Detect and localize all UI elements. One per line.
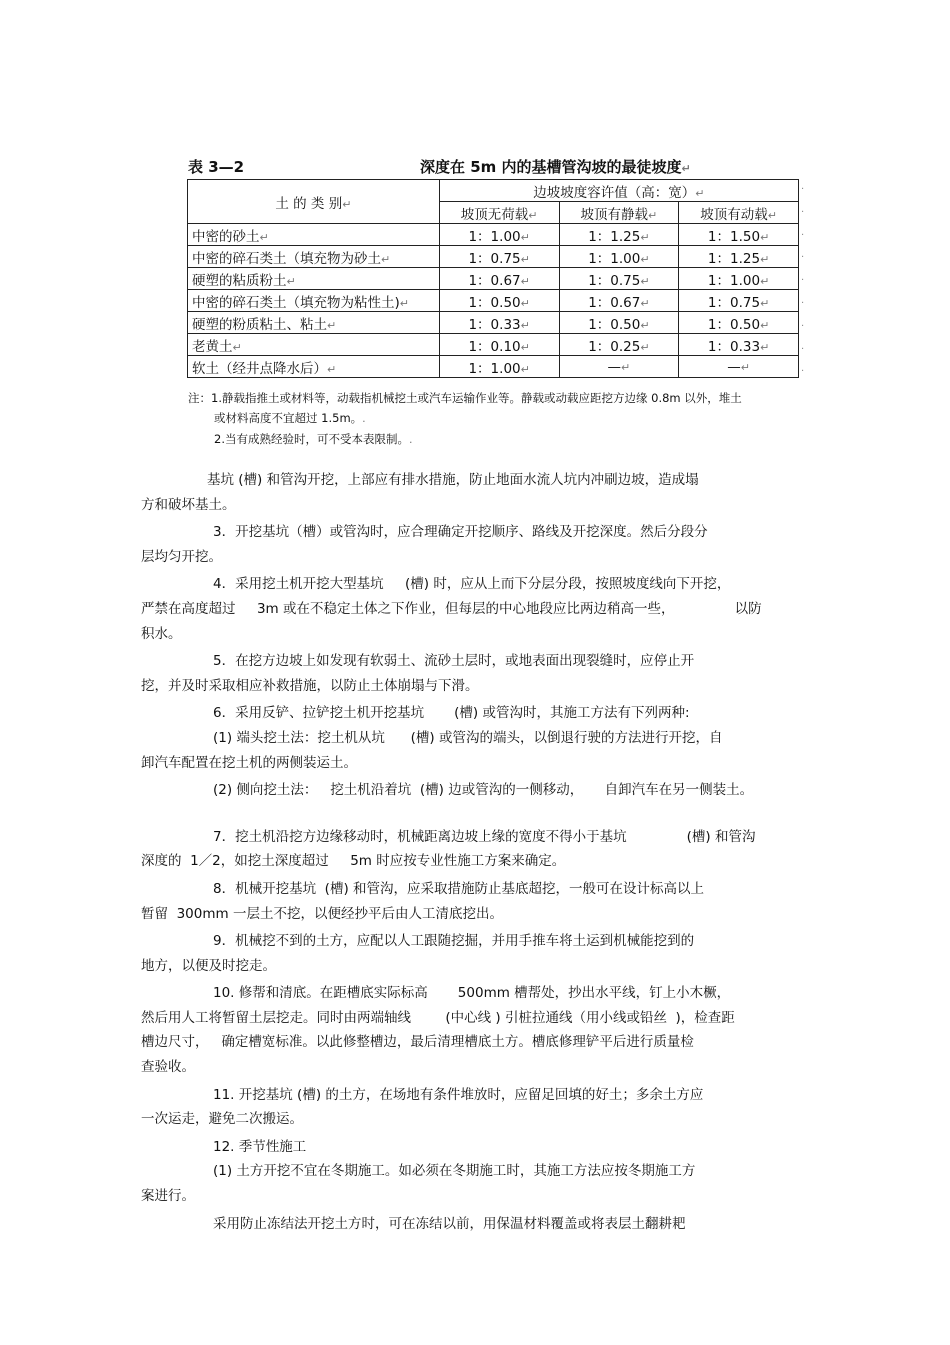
table-row [188, 224, 799, 246]
text-line: 采用防止冻结法开挖土方时，可在冻结以前，用保温材料覆盖或将表层土翻耕耙 [213, 1215, 686, 1232]
slope-value-cell: 1：0.67↵ [439, 268, 559, 290]
header-soil-type: 土 的 类 别↵ [188, 180, 440, 224]
slope-value-cell: 1：0.75↵ [439, 246, 559, 268]
text-line: 槽边尺寸， 确定槽宽标准。以此修整槽边，最后清理槽底土方。槽底修理铲平后进行质量检 [141, 1034, 694, 1051]
edge-mark: . [801, 340, 805, 352]
table-row [188, 290, 799, 312]
text-line: 暂留 300mm 一层土不挖，以便经抄平后由人工清底挖出。 [141, 905, 503, 922]
text-line: 卸汽车配置在挖土机的两侧装运土。 [141, 754, 357, 771]
paragraph [141, 468, 811, 517]
slope-value-cell: 1：1.00↵ [679, 268, 799, 290]
text-line: 层均匀开挖。 [141, 548, 222, 565]
table-number: 表 3—2 [188, 158, 245, 176]
text-line: 地方，以便及时挖走。 [141, 957, 276, 974]
note-line: 2.当有成熟经验时，可不受本表限制。. [214, 432, 413, 446]
slope-value-cell: —↵ [679, 356, 799, 378]
table-row [188, 356, 799, 378]
text-line: (2) 侧向挖土法： 挖土机沿着坑 (槽) 边或管沟的一侧移动， 自卸汽车在另一侧装土。 [213, 782, 754, 799]
text-line: 3．开挖基坑（槽）或管沟时，应合理确定开挖顺序、路线及开挖深度。然后分段分 [213, 524, 708, 541]
text-line: 方和破坏基土。 [141, 496, 236, 513]
edge-mark: . [801, 317, 805, 329]
edge-mark: . [801, 203, 805, 215]
slope-value-cell: 1：1.25↵ [559, 224, 679, 246]
note-line: 注：1.静载指推土或材料等，动载指机械挖土或汽车运输作业等。静载或动载应距挖方边缘 0.8m 以外，堆土 [188, 391, 742, 405]
body-text [141, 468, 811, 1239]
text-line: 8．机械开挖基坑 (槽) 和管沟，应采取措施防止基底超挖，一般可在设计标高以上 [213, 880, 704, 897]
paragraph [141, 701, 811, 775]
text-line: (1) 土方开挖不宜在冬期施工。如必须在冬期施工时，其施工方法应按冬期施工方 [213, 1163, 696, 1180]
table-edge-marks [801, 181, 813, 386]
text-line: 积水。 [141, 625, 182, 642]
text-line: 基坑 (槽) 和管沟开挖，上部应有排水措施，防止地面水流人坑内冲刷边坡，造成塌 [207, 472, 699, 488]
slope-value-cell: 1：0.50↵ [679, 312, 799, 334]
text-line: 深度的 1／2，如挖土深度超过 5m 时应按专业性施工方案来确定。 [141, 853, 566, 870]
slope-value-cell: 1：1.00↵ [439, 224, 559, 246]
table-title: 深度在 5m 内的基槽管沟坡的最徒坡度↵ [420, 158, 691, 176]
table-row [188, 268, 799, 290]
soil-name-cell: 软土（经井点降水后）↵ [188, 356, 440, 378]
table-row [188, 312, 799, 334]
text-line: (1) 端头挖土法：挖土机从坑 (槽) 或管沟的端头，以倒退行驶的方法进行开挖，自 [213, 729, 723, 746]
soil-name-cell: 中密的碎石类土（填充物为砂土↵ [188, 246, 440, 268]
text-line: 一次运走，避免二次搬运。 [141, 1111, 303, 1128]
text-line: 挖，并及时采取相应补救措施，以防止土体崩塌与下滑。 [141, 677, 479, 694]
edge-mark: . [801, 363, 805, 375]
slope-table [187, 179, 799, 378]
paragraph [141, 1212, 811, 1237]
slope-value-cell: 1：0.10↵ [439, 334, 559, 356]
slope-value-cell: 1：0.33↵ [679, 334, 799, 356]
edge-mark: . [801, 226, 805, 238]
text-line: 7．挖土机沿挖方边缘移动时，机械距离边坡上缘的宽度不得小于基坑 (槽) 和管沟 [213, 828, 756, 845]
slope-value-cell: 1：0.33↵ [439, 312, 559, 334]
table-caption [188, 156, 718, 178]
text-line: 6．采用反铲、拉铲挖土机开挖基坑 (槽) 或管沟时，其施工方法有下列两种: [213, 705, 690, 722]
slope-value-cell: 1：0.67↵ [559, 290, 679, 312]
slope-value-cell: 1：1.00↵ [439, 356, 559, 378]
text-line: 案进行。 [141, 1188, 195, 1205]
paragraph [141, 981, 811, 1079]
paragraph [141, 649, 811, 698]
paragraph [141, 572, 811, 646]
slope-value-cell: 1：0.75↵ [679, 290, 799, 312]
text-line: 然后用人工将暂留土层挖走。同时由两端轴线 (中心线 ) 引桩拉通线（用小线或铅丝 )，检查距 [141, 1009, 735, 1026]
paragraph [141, 1083, 811, 1132]
slope-value-cell: 1：1.50↵ [679, 224, 799, 246]
slope-value-cell: 1：0.25↵ [559, 334, 679, 356]
header-no-load: 坡顶无荷载↵ [439, 202, 559, 224]
text-line: 查验收。 [141, 1059, 195, 1076]
edge-mark: . [801, 294, 805, 306]
soil-name-cell: 老黄土↵ [188, 334, 440, 356]
edge-mark: . [801, 272, 805, 284]
edge-mark: . [801, 249, 805, 261]
slope-value-cell: 1：0.75↵ [559, 268, 679, 290]
paragraph [141, 520, 811, 569]
text-line: 严禁在高度超过 3m 或在不稳定土体之下作业，但每层的中心地段应比两边稍高一些， 以防 [141, 600, 762, 617]
text-line: 11. 开挖基坑 (槽) 的土方，在场地有条件堆放时，应留足回填的好土；多余土方应 [213, 1086, 704, 1103]
table-notes [188, 388, 742, 450]
slope-value-cell: 1：0.50↵ [559, 312, 679, 334]
slope-value-cell: 1：1.00↵ [559, 246, 679, 268]
header-slope-group: 边坡坡度容许值（高：宽）↵ [439, 180, 798, 202]
paragraph [141, 778, 811, 803]
table-row [188, 246, 799, 268]
text-line: 12. 季节性施工 [213, 1138, 307, 1155]
slope-value-cell: —↵ [559, 356, 679, 378]
note-line: 或材料高度不宜超过 1.5m。. [214, 411, 366, 425]
soil-name-cell: 硬塑的粉质粘土、粘土↵ [188, 312, 440, 334]
slope-value-cell: 1：0.50↵ [439, 290, 559, 312]
edge-mark: . [801, 181, 805, 192]
slope-value-cell: 1：1.25↵ [679, 246, 799, 268]
text-line: 5．在挖方边坡上如发现有软弱土、流砂土层时，或地表面出现裂缝时，应停止开 [213, 653, 695, 670]
paragraph [141, 929, 811, 978]
text-line: 10. 修帮和清底。在距槽底实际标高 500mm 槽帮处，抄出水平线，钉上小木橛， [213, 985, 731, 1002]
soil-name-cell: 硬塑的粘质粉土↵ [188, 268, 440, 290]
soil-name-cell: 中密的砂土↵ [188, 224, 440, 246]
paragraph [141, 825, 811, 874]
paragraph [141, 877, 811, 926]
paragraph [141, 1135, 811, 1209]
header-dynamic-load: 坡顶有动载↵ [679, 202, 799, 224]
text-line: 4．采用挖土机开挖大型基坑 (槽) 时，应从上而下分层分段，按照坡度线向下开挖， [213, 576, 731, 593]
table-row [188, 334, 799, 356]
soil-name-cell: 中密的碎石类土（填充物为粘性土)↵ [188, 290, 440, 312]
text-line: 9．机械挖不到的土方，应配以人工跟随挖掘，并用手推车将土运到机械能挖到的 [213, 933, 695, 950]
header-static-load: 坡顶有静载↵ [559, 202, 679, 224]
table-header-row [188, 180, 799, 202]
